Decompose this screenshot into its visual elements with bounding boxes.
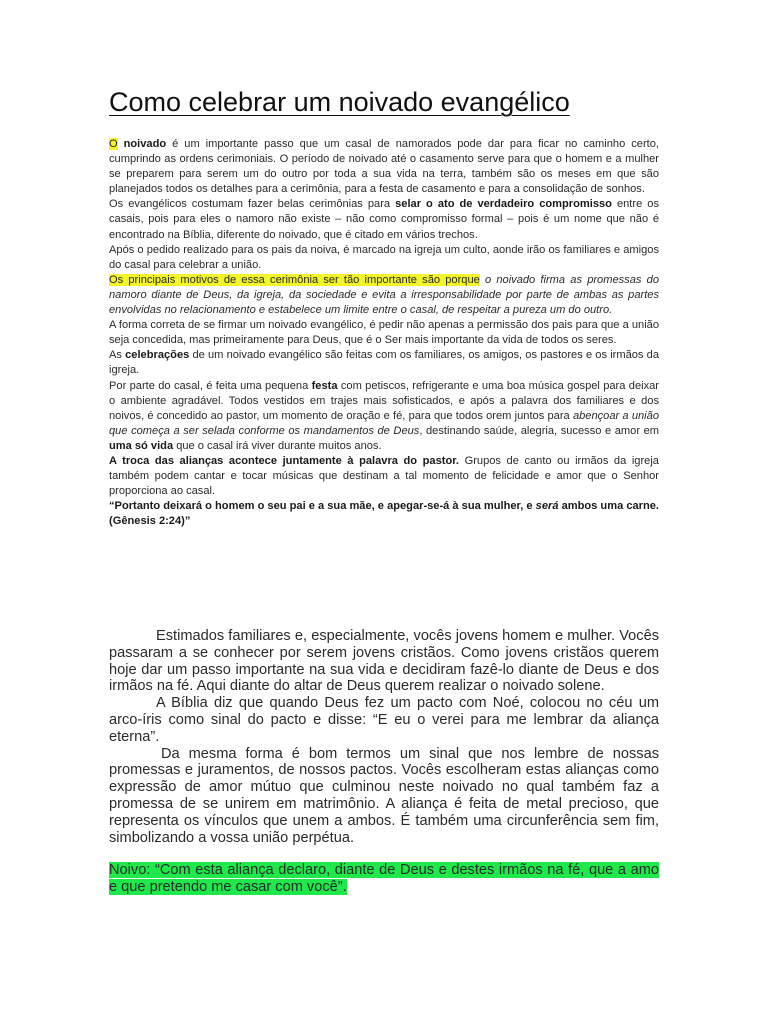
bold-text: “Portanto deixará o homem o seu pai e a sua mãe, e apegar-se-á à sua mulher, e	[109, 500, 536, 513]
article-body	[109, 137, 659, 529]
bold-text: A troca das alianças acontece juntamente à palavra do pastor.	[109, 454, 460, 467]
bold-text: selar o ato de verdadeiro compromisso	[395, 198, 612, 211]
paragraph-text: entre os casais, pois para eles o namoro não existe – não como compromisso formal – pois é um nome que não é encontrado na Bíblia, diferente do noivado, que é citado em vários trechos.	[109, 198, 659, 241]
paragraph-text: de um noivado evangélico são feitas com os familiares, os amigos, os pastores e os irmãos da igreja.	[109, 349, 659, 377]
paragraph-6	[109, 348, 659, 378]
bold-text: ambos uma carne. (Gênesis 2:24)”	[109, 500, 660, 528]
paragraph-text: Grupos de canto ou irmãos da igreja também podem cantar e tocar músicas que destinam a tal momento de felicidade e amor que o Senhor proporciona ao casal.	[109, 454, 659, 498]
bold-text: celebrações	[125, 349, 190, 362]
highlighted-text: Os principais motivos de essa cerimônia ser tão importante são porque	[109, 273, 480, 286]
paragraph-7	[109, 379, 659, 454]
ceremony-speech	[109, 628, 659, 896]
bible-quote	[109, 499, 659, 529]
groom-vow	[109, 862, 659, 896]
paragraph-3: Após o pedido realizado para os pais da noiva, é marcado na igreja um culto, aonde irão os familiares e amigos do casal para celebrar a união.	[109, 243, 659, 271]
document-title: Como celebrar um noivado evangélico	[109, 87, 570, 117]
bold-text: festa	[311, 379, 338, 392]
paragraph-text: , destinando saúde, alegria, sucesso e amor em	[419, 424, 660, 437]
speech-paragraph-1: Estimados familiares e, especialmente, vocês jovens homem e mulher. Vocês passaram a se conhecer por serem jovens cristãos. Como jovens cristãos querem hoje dar um passo importante na sua vida e decidiram fazê-lo diante de Deus e dos irmãos na fé. Aqui diante do altar de Deus querem realizar o noivado solene.	[109, 628, 659, 695]
italic-text: o noivado firma as promessas do namoro diante de Deus, da igreja, da sociedade e evita a irresponsabilidade por parte de ambas as partes envolvidas no relacionamento e estabelece um limite entre o casal, de respeitar a pureza um do outro.	[109, 273, 659, 317]
paragraph-text: é um importante passo que um casal de namorados pode dar para ficar no caminho certo, cumprindo as ordens cerimoniais. O período de noivado até o casamento serve para que o homem e a mulher se preparem para serem um do outro por toda a sua vida na terra, também são os meses em que são planejados todos os detalhes para a cerimônia, para a festa de casamento e para a consolidação de sonhos.	[109, 138, 659, 196]
speech-paragraph-3: Da mesma forma é bom termos um sinal que nos lembre de nossas promessas e juramentos, de nossos pactos. Vocês escolheram estas alianças como expressão de amor mútuo que culminou neste noivado no qual também faz a promessa de se unirem em matrimônio. A aliança é feita de metal precioso, que representa os vínculos que unem a ambos. É também uma circunferência sem fim, simbolizando a vossa união perpétua.	[109, 745, 659, 846]
highlighted-text: Noivo: “Com esta aliança declaro, diante de Deus e destes irmãos na fé, que a amo e que pretendo me casar com você”.	[109, 862, 659, 896]
highlighted-text: O	[109, 138, 118, 150]
paragraph-1	[109, 137, 659, 197]
italic-text: abençoar a união que começa a ser selada conforme os mandamentos de Deus	[109, 409, 659, 437]
paragraph-text: Os evangélicos costumam fazer belas cerimônias para	[109, 198, 396, 211]
paragraph-text: com petiscos, refrigerante e uma boa música gospel para deixar o ambiente agradável. Todos vestidos em trajes mais sofisticados, e após a palavra dos familiares e dos noivos, é concedido ao pastor, um momento de oração e fé, para que todos orem juntos para	[109, 379, 659, 422]
paragraph-5: A forma correta de se firmar um noivado evangélico, é pedir não apenas a permissão dos pais para que a união seja concedida, mas primeiramente para Deus, que é o Ser mais importante da vida de todos os seres.	[109, 319, 659, 347]
paragraph-text: As	[109, 349, 126, 362]
bold-italic-text: será	[535, 500, 559, 513]
paragraph-2	[109, 197, 659, 242]
paragraph-4	[109, 273, 659, 318]
bold-text: uma só vida	[109, 439, 174, 452]
speech-paragraph-2: A Bíblia diz que quando Deus fez um pacto com Noé, colocou no céu um arco-íris como sinal do pacto e disse: “E eu o verei para me lembrar da aliança eterna”.	[109, 695, 659, 745]
paragraph-8	[109, 454, 659, 499]
paragraph-text: Por parte do casal, é feita uma pequena	[109, 379, 312, 392]
paragraph-text: que o casal irá viver durante muitos anos.	[173, 439, 382, 452]
bold-text: noivado	[123, 138, 167, 150]
